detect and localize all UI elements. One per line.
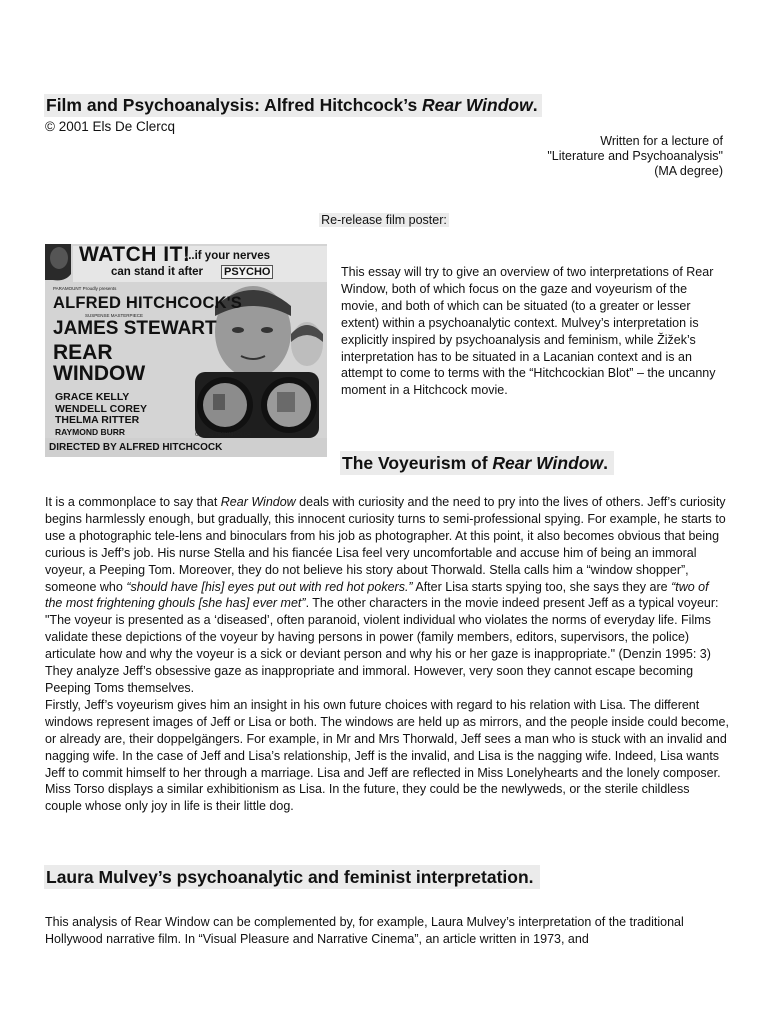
body-paragraph: They analyze Jeff’s obsessive gaze as inappropriate and immoral. However, very soon they cannot escape becoming Peeping Toms themselves. — [45, 664, 694, 695]
poster-director-title: ALFRED HITCHCOCK'S — [53, 294, 243, 312]
poster-title-window: WINDOW — [53, 362, 146, 385]
poster-film-title — [53, 342, 145, 384]
italic-run: Rear Window — [220, 495, 296, 509]
poster-star-name: JAMES STEWART — [53, 318, 217, 339]
body-paragraph — [45, 494, 729, 612]
poster-stand-text: can stand it after — [111, 266, 204, 278]
italic-quote: “should have [his] eyes put out with red hot pokers.” — [126, 579, 413, 594]
text-run: . The other characters in the movie indeed present Jeff as a typical voyeur: — [305, 596, 719, 611]
section-heading-voyeurism — [340, 451, 614, 475]
intro-paragraph: This essay will try to give an overview of two interpretations of Rear Window, both of which focus on the gaze and voyeurism of the movie, and both of which can be situated (to a greater or lesser extent) within a psychoanalytic context. Mulvey’s interpretation is explicitly inspired by psychoanalysis and feminism, while Žižek’s interpretation has to be situated in a Lacanian context and is an attempt to come to terms with the “Hitchcockian Blot” – the uncanny moment in a Hitchcock movie. — [341, 265, 716, 398]
poster-technicolor-text: Color by TECHNICOLOR — [195, 432, 252, 438]
poster-watch-text: WATCH IT! — [79, 244, 191, 266]
copyright-line: © 2001 Els De Clercq — [45, 119, 176, 134]
text-run: After Lisa starts spying too, she says they are — [412, 579, 672, 594]
heading-italic: Rear Window — [492, 453, 604, 473]
section-heading-mulvey: Laura Mulvey’s psychoanalytic and feminist interpretation. — [44, 865, 540, 889]
title-period: . — [532, 95, 538, 115]
lecture-note — [547, 134, 723, 178]
heading-period: . — [603, 453, 608, 473]
lecture-note-line: "Literature and Psychoanalysis" — [547, 148, 723, 163]
poster-cast-list — [55, 392, 147, 438]
text-run: It is a commonplace to say that — [45, 495, 221, 509]
poster-presents-text: PARAMOUNT Proudly presents — [53, 286, 117, 291]
voyeurism-body — [45, 494, 729, 815]
text-run: deals with curiosity and the need to pry into the lives of others. Jeff’s curiosity begins harmlessly enough, but gradually, this innocent curiosity turns to semi-professional spying. For example, he starts to use a photographic tele-lens and binoculars from his job as photographer. At this point, it also becomes obvious that being curious is Jeff’s job. His nurse Stella and his fiancée Lisa feel very uncomfortable and accuse him of being an immoral voyeur, a Peeping Tom. Moreover, they do not believe his story about Thorwald. Stella calls him a “window shopper”, someone who — [45, 495, 726, 594]
film-poster-image — [45, 244, 327, 457]
poster-directed-strip — [47, 438, 327, 457]
poster-directed-text: DIRECTED BY ALFRED HITCHCOCK — [49, 442, 223, 453]
italic-quote: “two of the most frightening ghouls [she has] ever met” — [45, 579, 709, 611]
poster-title-rear: REAR — [53, 341, 113, 364]
poster-caption — [0, 213, 768, 228]
poster-cast-member: THELMA RITTER — [55, 414, 140, 426]
poster-cast-member: RAYMOND BURR — [55, 426, 126, 437]
lecture-note-line: (MA degree) — [654, 163, 723, 178]
heading-text: The Voyeurism of — [342, 453, 493, 473]
lecture-note-line: Written for a lecture of — [600, 134, 723, 148]
poster-psycho-text: PSYCHO — [221, 265, 273, 279]
title-italic: Rear Window — [422, 95, 533, 115]
poster-caption-text: Re-release film poster: — [321, 213, 447, 227]
mulvey-body: This analysis of Rear Window can be complemented by, for example, Laura Mulvey’s interpretation of the traditional Hollywood narrative film. In “Visual Pleasure and Narrative Cinema”, an article written in 1973, and — [45, 915, 684, 946]
block-quote: "The voyeur is presented as a ‘diseased’, often paranoid, violent individual who violates the norms of everyday life. Films validate these depictions of the voyeur by having persons in power (family members, editors, supervisors, the police) articulate how and why the voyeur is a sick or deviant person and why his or her gaze is inappropriate." (Denzin 1995: 3) — [45, 613, 711, 662]
poster-suspense-text: SUSPENSE MASTERPIECE — [85, 313, 144, 318]
body-paragraph: Firstly, Jeff’s voyeurism gives him an insight in his own future choices with regard to his relation with Lisa. The different windows represent images of Jeff or Lisa or both. The windows are held up as mirrors, and the people inside could become, or already are, their doppelgängers. For example, in Mr and Mrs Thorwald, Jeff sees a man who is stuck with an invalid and nagging wife. In the case of Jeff and Lisa’s relationship, Jeff is the invalid, and Lisa is the nagging wife. Indeed, Lisa wants Jeff to commit himself to her through a marriage. Lisa and Jeff are reflected in Miss Lonelyhearts and the lonely composer. Miss Torso displays a similar exhibitionism as Lisa. In the future, they could be the newlyweds, or the sterile childless couple whose only joy in life is their little dog. — [45, 697, 729, 814]
poster-cast-member: WENDELL COREY — [55, 402, 147, 415]
poster-nerves-text: ...if your nerves — [185, 250, 271, 262]
poster-cast-member: GRACE KELLY — [55, 391, 130, 403]
document-title — [44, 94, 542, 117]
title-text: Film and Psychoanalysis: Alfred Hitchcock’s — [46, 95, 423, 115]
